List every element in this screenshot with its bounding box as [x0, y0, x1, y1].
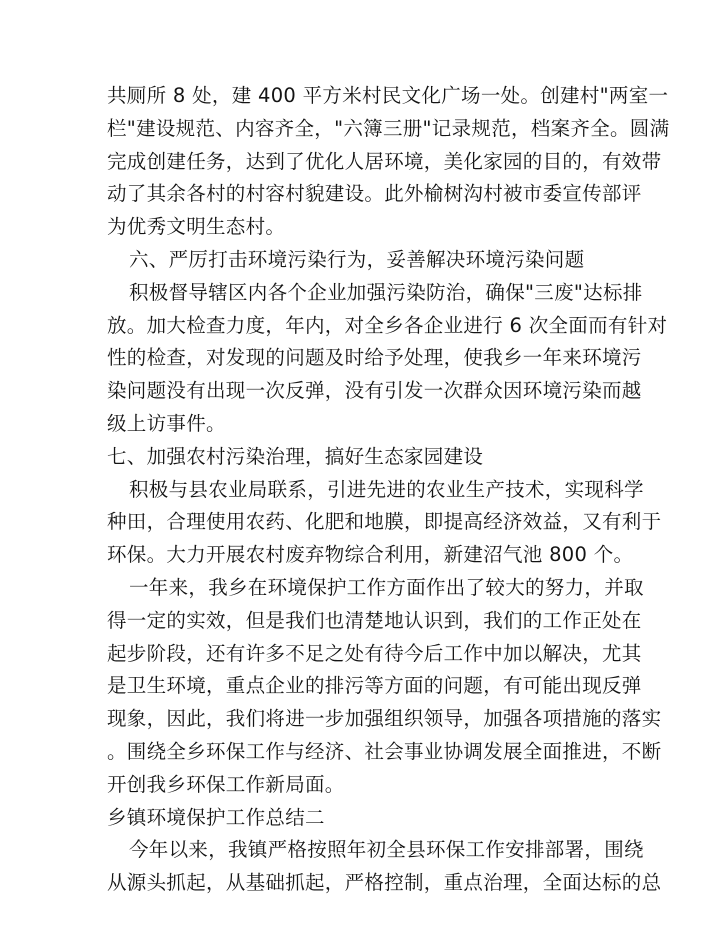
text-line: 积极与县农业局联系，引进先进的农业生产技术，实现科学 — [129, 477, 644, 501]
text-line: 现象，因此，我们将进一步加强组织领导，加强各项措施的落实 — [107, 707, 662, 731]
text-line: 七、加强农村污染治理，搞好生态家园建设 — [107, 444, 484, 468]
text-line: 动了其余各村的村容村貌建设。此外榆树沟村被市委宣传部评 — [107, 182, 642, 206]
text-line: 。围绕全乡环保工作与经济、社会事业协调发展全面推进，不断 — [107, 739, 662, 763]
text-line: 乡镇环境保护工作总结二 — [107, 805, 325, 829]
text-line: 一年来，我乡在环境保护工作方面作出了较大的努力，并取 — [129, 575, 644, 599]
text-line: 今年以来，我镇严格按照年初全县环保工作安排部署，围绕 — [129, 838, 644, 862]
text-line: 从源头抓起，从基础抓起，严格控制，重点治理，全面达标的总 — [107, 871, 662, 895]
text-line: 完成创建任务，达到了优化人居环境，美化家园的目的，有效带 — [107, 149, 662, 173]
text-line: 是卫生环境，重点企业的排污等方面的问题，有可能出现反弹 — [107, 674, 642, 698]
text-line: 起步阶段，还有许多不足之处有待今后工作中加以解决，尤其 — [107, 641, 642, 665]
text-line: 六、严厉打击环境污染行为，妥善解决环境污染问题 — [129, 247, 585, 271]
text-line: 得一定的实效，但是我们也清楚地认识到，我们的工作正处在 — [107, 608, 642, 632]
text-line: 级上访事件。 — [107, 411, 226, 435]
text-line: 性的检查，对发现的问题及时给予处理，使我乡一年来环境污 — [107, 346, 642, 370]
text-line: 积极督导辖区内各个企业加强污染防治，确保"三废"达标排 — [129, 280, 643, 304]
text-line: 环保。大力开展农村废弃物综合利用，新建沼气池 800 个。 — [107, 543, 634, 567]
text-line: 为优秀文明生态村。 — [107, 215, 286, 239]
text-line: 种田，合理使用农药、化肥和地膜，即提高经济效益，又有利于 — [107, 510, 662, 534]
text-line: 共厕所 8 处，建 400 平方米村民文化广场一处。创建村"两室一 — [107, 84, 669, 107]
text-line: 开创我乡环保工作新局面。 — [107, 772, 345, 796]
text-line: 栏"建设规范、内容齐全，"六簿三册"记录规范，档案齐全。圆满 — [107, 116, 670, 140]
text-line: 染问题没有出现一次反弹，没有引发一次群众因环境污染而越 — [107, 379, 642, 403]
text-line: 放。加大检查力度，年内，对全乡各企业进行 6 次全面而有针对 — [107, 313, 668, 337]
document-body — [107, 80, 670, 900]
